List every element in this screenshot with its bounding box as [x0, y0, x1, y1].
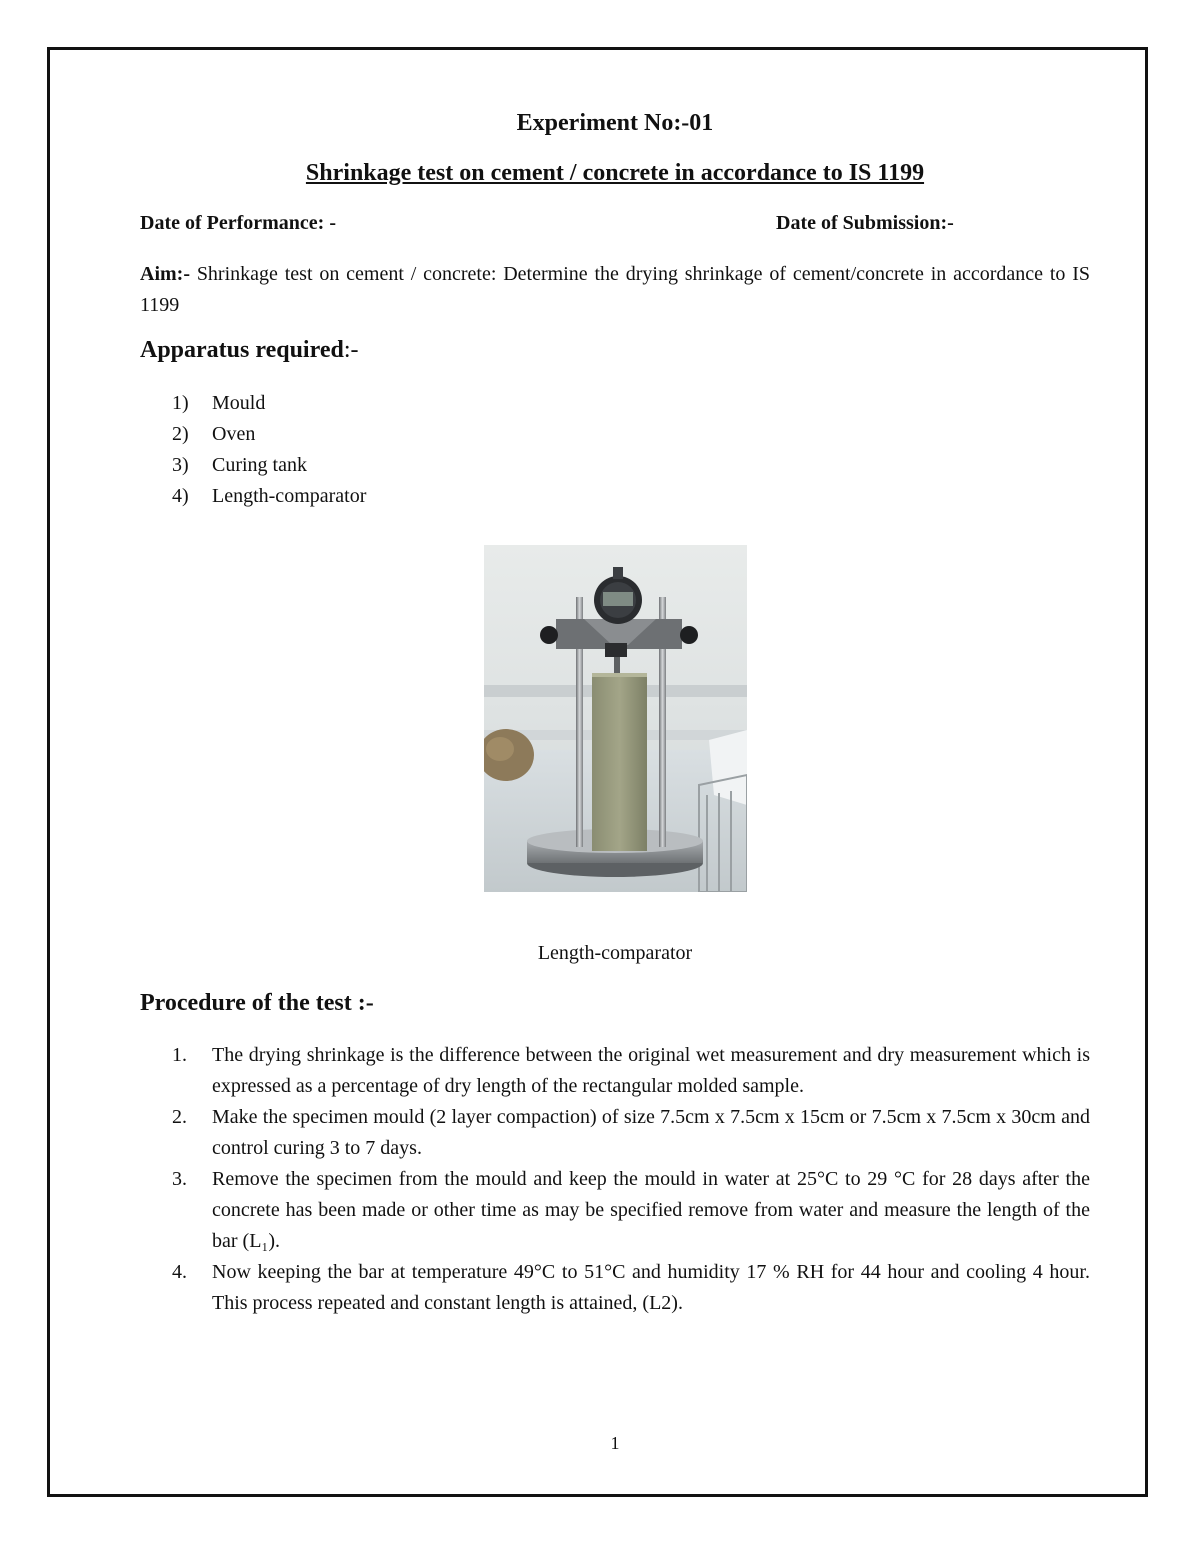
- list-item-text: Now keeping the bar at temperature 49°C to 51°C and humidity 17 % RH for 44 hour and cooling 4 hour. This process repeated and constant length is attained, (L2).: [212, 1261, 1090, 1314]
- list-item: [172, 388, 366, 419]
- aim-label: Aim:-: [140, 263, 190, 285]
- list-item-label: Oven: [212, 423, 256, 445]
- figure-caption: Length-comparator: [537, 942, 693, 964]
- list-item: [172, 1257, 1090, 1319]
- list-item-number: 2): [172, 423, 189, 445]
- list-item-label: Mould: [212, 392, 266, 414]
- apparatus-heading-text: Apparatus required: [140, 337, 344, 363]
- experiment-number: Experiment No:-01: [516, 110, 714, 136]
- apparatus-heading: [140, 337, 358, 364]
- list-item-label: Curing tank: [212, 454, 307, 476]
- procedure-heading: Procedure of the test :-: [140, 990, 374, 1016]
- list-item: [172, 450, 366, 481]
- list-item-text: Make the specimen mould (2 layer compaction) of size 7.5cm x 7.5cm x 15cm or 7.5cm x 7.5cm x 30cm and control curing 3 to 7 days.: [212, 1106, 1090, 1159]
- apparatus-list: [172, 388, 366, 512]
- apparatus-heading-suffix: :-: [343, 337, 359, 363]
- list-item-number: 1.: [172, 1044, 187, 1066]
- procedure-list: [172, 1040, 1090, 1319]
- list-item-number: 2.: [172, 1106, 187, 1128]
- list-item: [172, 1102, 1090, 1164]
- list-item-number: 3.: [172, 1168, 187, 1190]
- list-item-number: 4.: [172, 1261, 187, 1283]
- length-comparator-photo: [484, 545, 747, 892]
- date-of-performance: Date of Performance: -: [140, 212, 337, 234]
- list-item: [172, 1040, 1090, 1102]
- list-item: [172, 481, 366, 512]
- list-item: [172, 419, 366, 450]
- page-title: Shrinkage test on cement / concrete in accordance to IS 1199: [305, 160, 925, 186]
- list-item-number: 3): [172, 454, 189, 476]
- aim-paragraph: [140, 259, 1090, 321]
- list-item: [172, 1164, 1090, 1257]
- date-of-submission: Date of Submission:-: [776, 212, 954, 234]
- list-item-text: The drying shrinkage is the difference between the original wet measurement and dry measurement which is expressed as a percentage of dry length of the rectangular molded sample.: [212, 1044, 1090, 1097]
- list-item-label: Length-comparator: [212, 485, 367, 507]
- list-item-number: 4): [172, 485, 189, 507]
- list-item-text: Remove the specimen from the mould and keep the mould in water at 25°C to 29 °C for 28 days after the concrete has been made or other time as may be specified remove from water and measure the length of the bar (L₁).: [212, 1168, 1090, 1252]
- aim-text: Shrinkage test on cement / concrete: Determine the drying shrinkage of cement/concrete in accordance to IS 1199: [140, 263, 1090, 316]
- page-number: 1: [610, 1433, 620, 1453]
- list-item-number: 1): [172, 392, 189, 414]
